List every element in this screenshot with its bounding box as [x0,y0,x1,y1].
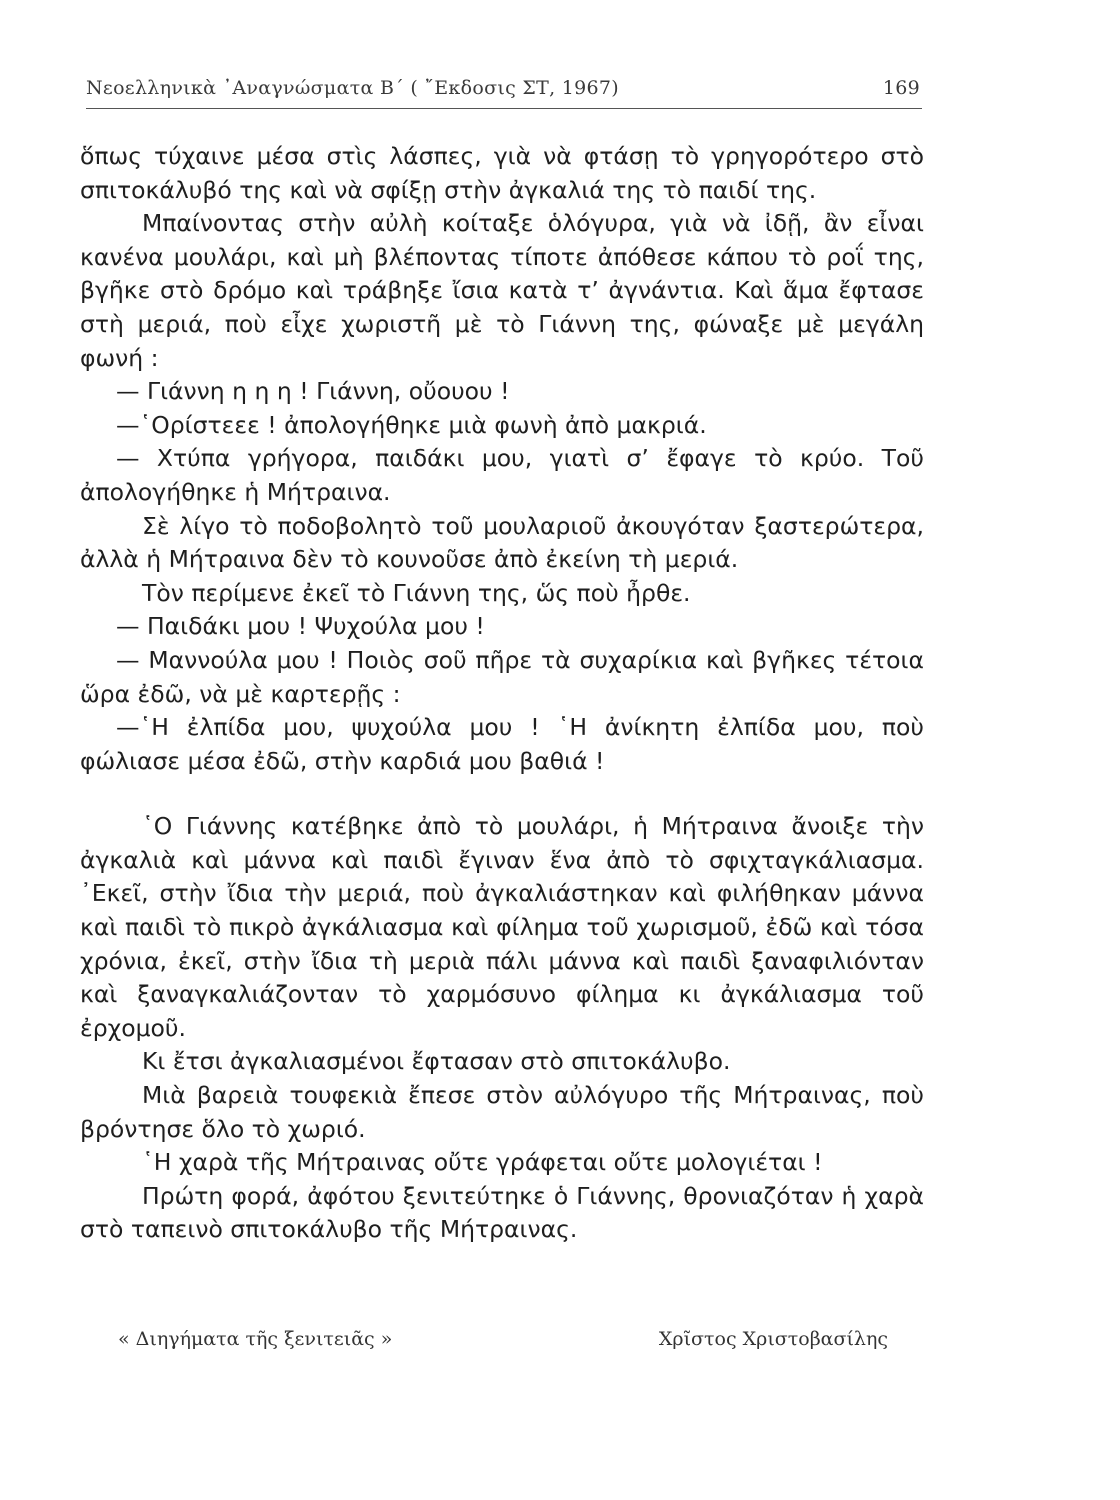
paragraph: ῾Ο Γιάννης κατέβηκε ἀπὸ τὸ μουλάρι, ἡ Μήτραινα ἄνοιξε τὴν ἀγκαλιὰ καὶ μάννα καὶ παιδὶ ἔγιναν ἕνα ἀπὸ τὸ σφιχταγκάλιασμα. ᾿Εκεῖ, στὴν ἴδια τὴν μεριά, ποὺ ἀγκαλιάστηκαν καὶ φιλήθηκαν μάννα καὶ παιδὶ τὸ πικρὸ ἀγκάλιασμα καὶ φίλημα τοῦ χωρισμοῦ, ἐδῶ καὶ τόσα χρόνια, ἐκεῖ, στὴν ἴδια τὴ μεριὰ πάλι μάννα καὶ παιδὶ ξαναφιλιόνταν καὶ ξαναγκαλιάζονταν τὸ χαρμόσυνο φίλημα κι ἀγκάλιασμα τοῦ ἐρχομοῦ. [80,812,924,1042]
body-text [80,140,924,1247]
running-header [86,74,922,109]
paragraph: Μπαίνοντας στὴν αὐλὴ κοίταξε ὁλόγυρα, γιὰ νὰ ἰδῇ, ἂν εἶναι κανένα μουλάρι, καὶ μὴ βλέποντας τίποτε ἀπόθεσε κάπου τὸ ροΐ της, βγῆκε στὸ δρόμο καὶ τράβηξε ἴσια κατὰ τ’ ἀγνάντια. Καὶ ἅμα ἔφτασε στὴ μεριά, ποὺ εἶχε χωριστῆ μὲ τὸ Γιάννη της, φώναξε μὲ μεγάλη φωνή : [80,209,924,372]
paragraph: ὅπως τύχαινε μέσα στὶς λάσπες, γιὰ νὰ φτάσῃ τὸ γρηγορότερο στὸ σπιτοκάλυβό της καὶ νὰ σφίξῃ στὴν ἀγκαλιά της τὸ παιδί της. [80,142,924,204]
dialogue-line: — Παιδάκι μου ! Ψυχούλα μου ! [116,612,485,641]
header-title: Νεοελληνικὰ ᾿Αναγνώσματα Β΄ ( ῎Εκδοσις ΣΤ, 1967) [86,77,620,99]
dialogue-line: — Χτύπα γρήγορα, παιδάκι μου, γιατὶ σ’ ἔφαγε τὸ κρύο. Τοῦ ἀπολογήθηκε ἡ Μήτραινα. [80,444,924,506]
section-break [80,778,924,810]
paragraph: Πρώτη φορά, ἀφότου ξενιτεύτηκε ὁ Γιάννης, θρονιαζόταν ἡ χαρὰ στὸ ταπεινὸ σπιτοκάλυβο τῆς Μήτραινας. [80,1181,924,1244]
paragraph: ῾Η χαρὰ τῆς Μήτραινας οὔτε γράφεται οὔτε μολογιέται ! [142,1148,823,1177]
paragraph: Κι ἔτσι ἀγκαλιασμένοι ἔφτασαν στὸ σπιτοκάλυβο. [142,1047,731,1076]
author-name: Χρῖστος Χριστοβασίλης [658,1328,888,1350]
paragraph: Τὸν περίμενε ἐκεῖ τὸ Γιάννη της, ὥς ποὺ ἦρθε. [142,578,691,607]
paragraph: Μιὰ βαρειὰ τουφεκιὰ ἔπεσε στὸν αὐλόγυρο τῆς Μήτραινας, ποὺ βρόντησε ὅλο τὸ χωριό. [80,1081,924,1143]
dialogue-line: — Γιάννη η η η ! Γιάννη, οὔουου ! [116,377,510,406]
paragraph: Σὲ λίγο τὸ ποδοβολητὸ τοῦ μουλαριοῦ ἀκουγόταν ξαστερώτερα, ἀλλὰ ἡ Μήτραινα δὲν τὸ κουνοῦσε ἀπὸ ἐκείνη τὴ μεριά. [80,511,924,574]
dialogue-line: — Μαννούλα μου ! Ποιὸς σοῦ πῆρε τὰ συχαρίκια καὶ βγῆκες τέτοια ὥρα ἐδῶ, νὰ μὲ καρτερῇς : [80,645,924,708]
dialogue-line: —῾Η ἐλπίδα μου, ψυχούλα μου ! ῾Η ἀνίκητη ἐλπίδα μου, ποὺ φώλιασε μέσα ἐδῶ, στὴν καρδιά μου βαθιά ! [80,713,924,775]
dialogue-line: —῾Ορίστεεε ! ἀπολογήθηκε μιὰ φωνὴ ἀπὸ μακριά. [116,410,707,439]
page-number: 169 [882,77,920,99]
source-title: « Διηγήματα τῆς ξενιτειᾶς » [118,1328,393,1350]
